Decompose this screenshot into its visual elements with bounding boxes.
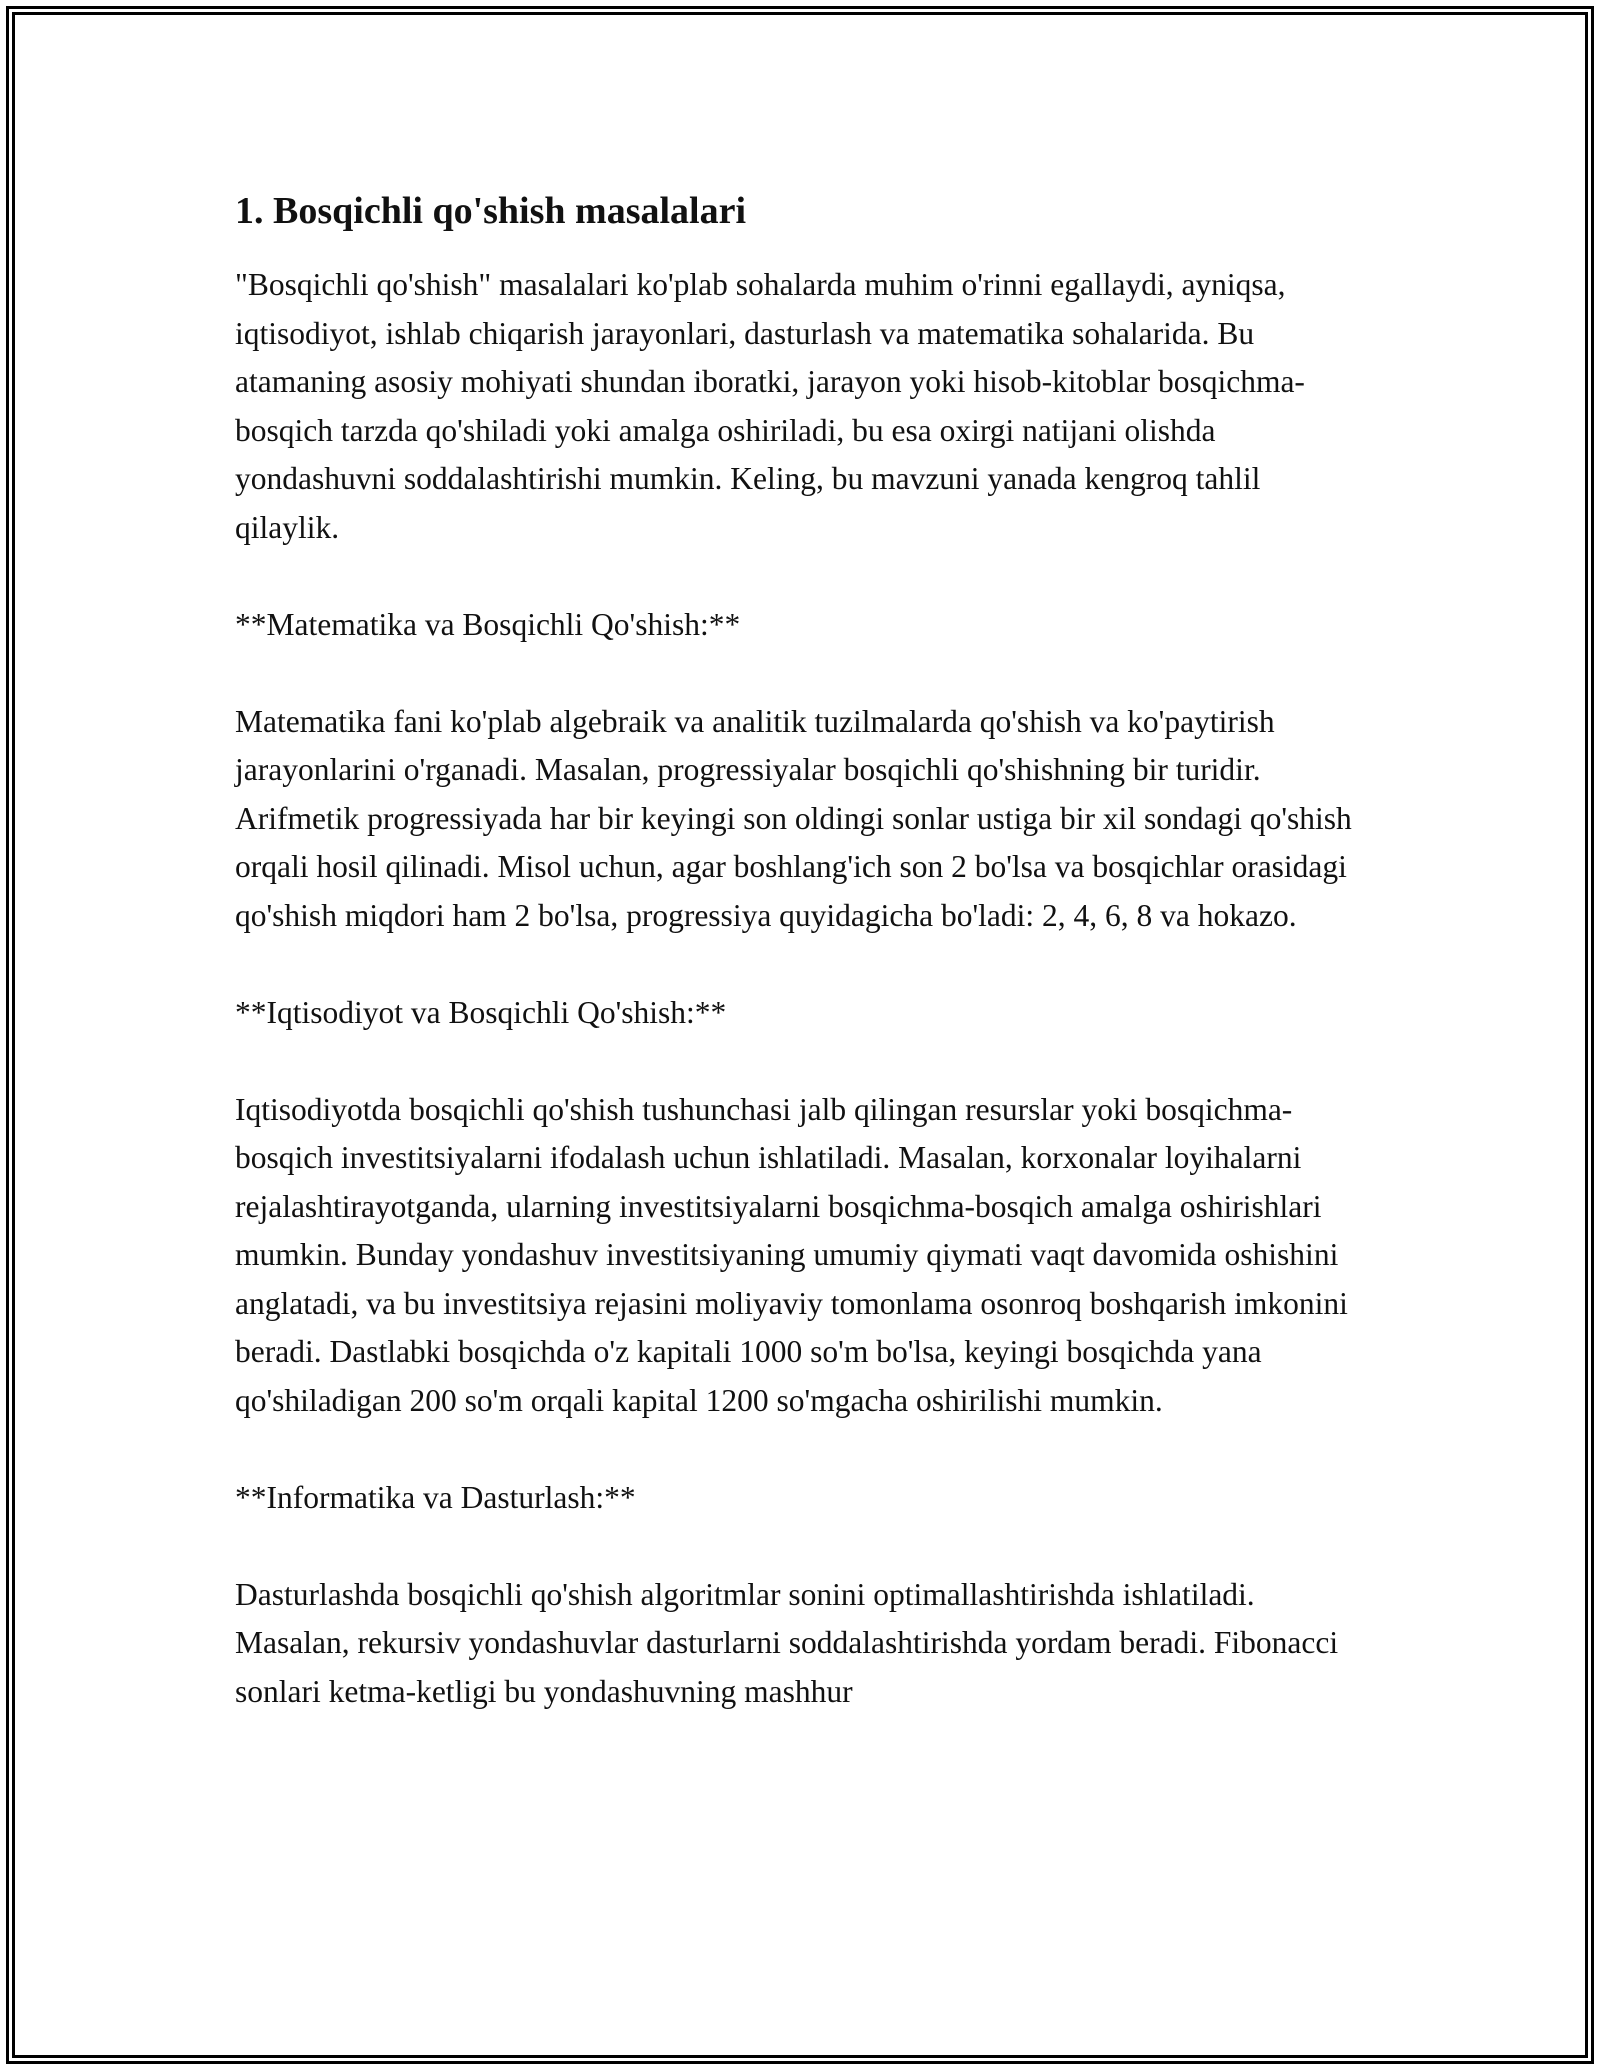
document-body	[235, 187, 1365, 1765]
heading-mathematics: **Matematika va Bosqichli Qo'shish:**	[235, 606, 741, 642]
paragraph-intro: "Bosqichli qo'shish" masalalari ko'plab sohalarda muhim o'rinni egallaydi, ayniqsa, iqtisodiyot, ishlab chiqarish jarayonlari, dasturlash va matematika sohalarida. Bu atamaning asosiy mohiyati shundan iboratki, jarayon yoki hisob-kitoblar bosqichma-bosqich tarzda qo'shiladi yoki amalga oshiriladi, bu esa oxirgi natijani olishda yondashuvni soddalashtirishi mumkin. Keling, bu mavzuni yanada kengroq tahlil qilaylik.	[235, 267, 1305, 545]
paragraph-economics: Iqtisodiyotda bosqichli qo'shish tushunchasi jalb qilingan resurslar yoki bosqichma-bosqich investitsiyalarni ifodalash uchun ishlatiladi. Masalan, korxonalar loyihalarni rejalashtirayotganda, ularning investitsiyalarni bosqichma-bosqich amalga oshirishlari mumkin. Bunday yondashuv investitsiyaning umumiy qiymati vaqt davomida oshishini anglatadi, va bu investitsiya rejasini moliyaviy tomonlama osonroq boshqarish imkonini beradi. Dastlabki bosqichda o'z kapitali 1000 so'm bo'lsa, keyingi bosqichda yana qo'shiladigan 200 so'm orqali kapital 1200 so'mgacha oshirilishi mumkin.	[235, 1091, 1348, 1418]
document-title: 1. Bosqichli qo'shish masalalari	[235, 190, 747, 232]
paragraph-informatics: Dasturlashda bosqichli qo'shish algoritmlar sonini optimallashtirishda ishlatiladi. Masalan, rekursiv yondashuvlar dasturlarni soddalashtirishda yordam beradi. Fibonacci sonlari ketma-ketligi bu yondashuvning mashhur	[235, 1576, 1339, 1709]
paragraph-mathematics: Matematika fani ko'plab algebraik va analitik tuzilmalarda qo'shish va ko'paytirish jarayonlarini o'rganadi. Masalan, progressiyalar bosqichli qo'shishning bir turidir. Arifmetik progressiyada har bir keyingi son oldingi sonlar ustiga bir xil sondagi qo'shish orqali hosil qilinadi. Misol uchun, agar boshlang'ich son 2 bo'lsa va bosqichlar orasidagi qo'shish miqdori ham 2 bo'lsa, progressiya quyidagicha bo'ladi: 2, 4, 6, 8 va hokazo.	[235, 703, 1352, 933]
heading-informatics: **Informatika va Dasturlash:**	[235, 1479, 636, 1515]
heading-economics: **Iqtisodiyot va Bosqichli Qo'shish:**	[235, 994, 727, 1030]
